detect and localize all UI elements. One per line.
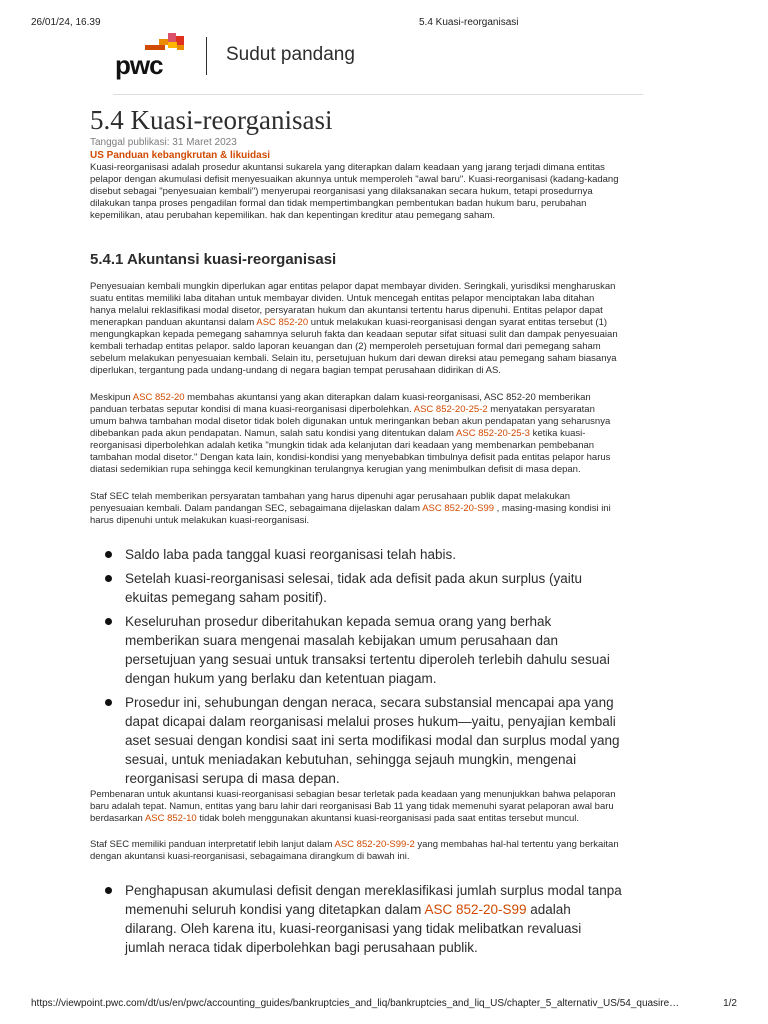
pwc-logo[interactable] bbox=[115, 32, 185, 80]
sec-guidance-list bbox=[90, 881, 622, 957]
section-heading: 5.4.1 Akuntansi kuasi-reorganisasi bbox=[90, 251, 337, 268]
bullet-icon bbox=[105, 887, 112, 894]
bullet-icon bbox=[105, 618, 112, 625]
print-footer bbox=[31, 998, 737, 1012]
intro-paragraph: Kuasi-reorganisasi adalah prosedur akuntansi sukarela yang diterapkan dalam keadaan yang jarang terjadi dimana entitas pelapor dengan akumulasi defisit menyesuaikan akunnya untuk memperoleh "awal baru". Kuasi-reorganisasi (kadang-kadang disebut sebagai "penyesuaian kembali") menyerupai reorganisasi yang dilaksanakan secara hukum, tetapi prosedurnya dilakukan tanpa proses pengadilan formal dan tidak mempertimbangkan pembentukan badan hukum baru, perubahan kepemilikan, atau perubahan kepemilikan. hak dan kepentingan kreditur atau pemegang saham. bbox=[90, 162, 619, 221]
brand-divider bbox=[206, 37, 207, 75]
brand-bar bbox=[113, 30, 643, 95]
paragraph-2: Meskipun ASC 852-20 membahas akuntansi yang akan diterapkan dalam kuasi-reorganisasi, ASC 852-20 memberikan panduan terbatas seputar kondisi di mana kuasi-reorganisasi diperbolehkan. ASC 852-20-25-2 menyatakan persyaratan umum bahwa tambahan modal disetor tidak boleh digunakan untuk meringankan beban akun pendapatan yang seharusnya dibebankan pada akun pendapatan. Namun, salah satu kondisi yang ditentukan dalam ASC 852-20-25-3 ketika kuasi-reorganisasi diperbolehkan adalah ketika "mungkin tidak ada kelanjutan dari keadaan yang membenarkan pembebanan tambahan modal disetor." Dengan kata lain, kondisi-kondisi yang menyebabkan timbulnya defisit pada entitas pelapor harus diatasi sedemikian rupa sehingga kecil kemungkinan terulangnya kerugian yang menimbulkan defisit di masa depan. bbox=[90, 392, 611, 475]
bullet-icon bbox=[105, 699, 112, 706]
page-title: 5.4 Kuasi-reorganisasi bbox=[90, 105, 333, 135]
asc-852-20-s99-2-link[interactable]: ASC 852-20-S99-2 bbox=[334, 839, 415, 850]
list-item: Keseluruhan prosedur diberitahukan kepada semua orang yang berhak memberikan suara mengenai masalah kebijakan umum perusahaan dan persetujuan yang sesuai untuk transaksi tertentu diperoleh terlebih dahulu sesuai dengan hukum yang berlaku dan ketentuan piagam. bbox=[90, 612, 622, 688]
asc-852-20-s99-link[interactable]: ASC 852-20-S99 bbox=[422, 503, 495, 514]
asc-852-20-s99-link[interactable]: ASC 852-20-S99 bbox=[424, 902, 527, 917]
bullet-icon bbox=[105, 575, 112, 582]
page-url[interactable]: https://viewpoint.pwc.com/dt/us/en/pwc/accounting_guides/bankruptcies_and_liq/bankruptcies_and_liq_US/chapter_5_alternativ_US/54_quasire… bbox=[31, 998, 680, 1009]
print-header bbox=[31, 17, 737, 31]
list-item: Setelah kuasi-reorganisasi selesai, tidak ada defisit pada akun surplus (yaitu ekuitas pemegang saham positif). bbox=[90, 569, 622, 607]
paragraph-3: Staf SEC telah memberikan persyaratan tambahan yang harus dipenuhi agar perusahaan publik dapat melakukan penyesuaian kembali. Dalam pandangan SEC, sebagaimana dijelaskan dalam ASC 852-20-S99 , masing-masing kondisi ini harus dipenuhi untuk melakukan kuasi-reorganisasi. bbox=[90, 491, 611, 526]
publication-date: Tanggal publikasi: 31 Maret 2023 bbox=[90, 137, 237, 148]
paragraph-5: Staf SEC memiliki panduan interpretatif lebih lanjut dalam ASC 852-20-S99-2 yang membahas hal-hal tertentu yang berkaitan dengan akuntansi kuasi-reorganisasi, sebagaimana dirangkum di bawah ini. bbox=[90, 839, 619, 862]
paragraph-1: Penyesuaian kembali mungkin diperlukan agar entitas pelapor dapat membayar dividen. Seringkali, yurisdiksi mengharuskan suatu entitas memiliki laba ditahan untuk membayar dividen. Untuk mencegah entitas pelapor menciptakan laba ditahan hanya melalui reklasifikasi modal disetor, persyaratan hukum dan akuntansi tertentu harus dipenuhi. Entitas pelapor dapat menerapkan panduan akuntansi dalam ASC 852-20 untuk melakukan kuasi-reorganisasi dengan syarat entitas tersebut (1) mengungkapkan kepada pemegang sahamnya seluruh fakta dan keadaan seputar sifat situasi sulit dan dampak penyesuaian kembali terhadap entitas pelapor. saldo laporan keuangan dan (2) memperoleh persetujuan formal dari pemegang saham sebelum melakukan penyesuaian kembali. Selain itu, persetujuan hukum dari dewan direksi atau pemegang saham biasanya diperlukan, tergantung pada undang-undang di negara bagian tempat perusahaan didirikan di AS. bbox=[90, 281, 618, 376]
list-item: Saldo laba pada tanggal kuasi reorganisasi telah habis. bbox=[90, 545, 622, 564]
paragraph-4: Pembenaran untuk akuntansi kuasi-reorganisasi sebagian besar terletak pada keadaan yang menunjukkan bahwa pelaporan baru adalah tepat. Namun, entitas yang baru lahir dari reorganisasi Bab 11 yang tidak memenuhi syarat pelaporan awal baru berdasarkan ASC 852-10 tidak boleh menggunakan akuntansi kuasi-reorganisasi pada saat entitas tersebut muncul. bbox=[90, 789, 616, 824]
brand-name[interactable]: Sudut pandang bbox=[226, 44, 355, 65]
print-title: 5.4 Kuasi-reorganisasi bbox=[419, 17, 519, 28]
asc-852-20-link[interactable]: ASC 852-20 bbox=[256, 317, 309, 328]
page-number: 1/2 bbox=[723, 998, 737, 1009]
asc-852-10-link[interactable]: ASC 852-10 bbox=[144, 813, 197, 824]
sec-conditions-list bbox=[90, 545, 622, 788]
list-item: Penghapusan akumulasi defisit dengan mereklasifikasi jumlah surplus modal tanpa memenuhi seluruh kondisi yang ditetapkan dalam ASC 852-20-S99 adalah dilarang. Oleh karena itu, kuasi-reorganisasi yang tidak melibatkan revaluasi jumlah neraca tidak diperbolehkan bagi perusahaan publik. bbox=[90, 881, 622, 957]
print-date: 26/01/24, 16.39 bbox=[31, 17, 101, 28]
asc-852-20-25-3-link[interactable]: ASC 852-20-25-3 bbox=[456, 428, 530, 439]
bullet-icon bbox=[105, 551, 112, 558]
pwc-logo-text: pwc bbox=[115, 50, 163, 80]
guide-link[interactable]: US Panduan kebangkrutan & likuidasi bbox=[90, 150, 271, 161]
article bbox=[90, 104, 622, 957]
list-item: Prosedur ini, sehubungan dengan neraca, secara substansial mencapai apa yang dapat dicapai dalam reorganisasi melalui proses hukum—yaitu, penyajian kembali aset sesuai dengan kondisi saat ini serta modifikasi modal dan surplus modal yang sesuai, untuk meniadakan kebutuhan, sehingga sejauh mungkin, mengenai reorganisasi serupa di masa depan. bbox=[90, 693, 622, 788]
asc-852-20-link[interactable]: ASC 852-20 bbox=[132, 392, 185, 403]
asc-852-20-25-2-link[interactable]: ASC 852-20-25-2 bbox=[413, 404, 488, 415]
